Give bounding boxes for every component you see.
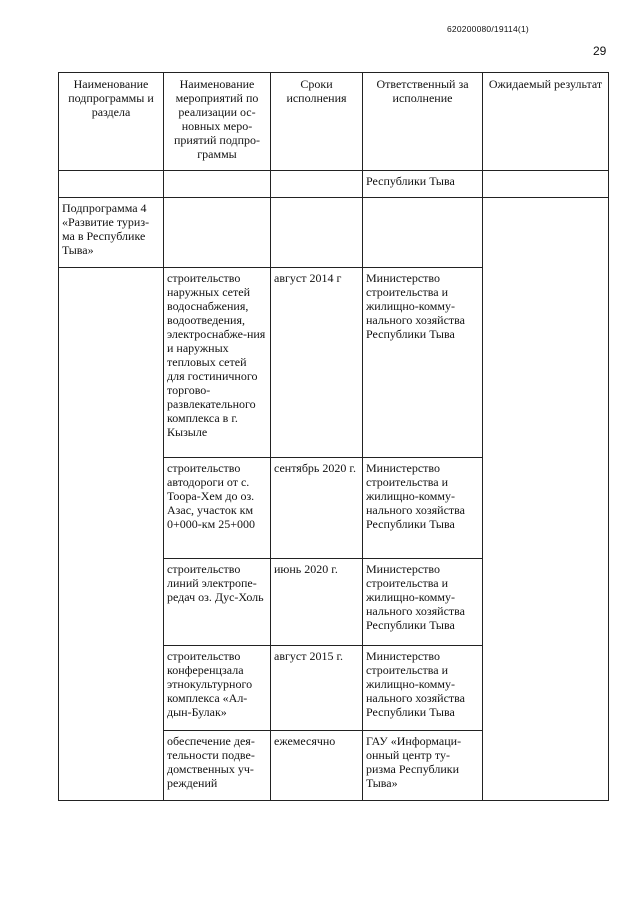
responsible-cell: Министерство строительства и жилищно-комму-нального хозяйства Республики Тыва bbox=[363, 268, 483, 458]
document-id: 620200080/19114(1) bbox=[447, 24, 529, 34]
continuation-row bbox=[59, 171, 609, 198]
responsible-cell: Министерство строительства и жилищно-комму-нального хозяйства Республики Тыва bbox=[363, 646, 483, 731]
term-cell: сентябрь 2020 г. bbox=[271, 458, 363, 559]
header-subprogram: Наименование подпрограммы и раздела bbox=[59, 73, 164, 171]
subprogram-row bbox=[59, 198, 609, 268]
header-responsible: Ответственный за исполнение bbox=[363, 73, 483, 171]
responsible-cell: Министерство строительства и жилищно-комму-нального хозяйства Республики Тыва bbox=[363, 458, 483, 559]
activity-cell: строительство автодороги от с. Тоора-Хем до оз. Азас, участок км 0+000-км 25+000 bbox=[164, 458, 271, 559]
header-result: Ожидаемый результат bbox=[483, 73, 609, 171]
header-activities: Наименование мероприятий по реализации ос-новных меро-приятий подпро-граммы bbox=[164, 73, 271, 171]
term-cell: август 2014 г bbox=[271, 268, 363, 458]
header-terms: Сроки исполнения bbox=[271, 73, 363, 171]
activity-cell: строительство наружных сетей водоснабжения, водоотведения, электроснабже-ния и наружных тепловых сетей для гостиничного торгово-развлекательного комплекса в г. Кызыле bbox=[164, 268, 271, 458]
subprogram-blank-cell bbox=[59, 268, 164, 801]
continuation-responsible: Республики Тыва bbox=[363, 171, 483, 198]
activity-cell: строительство линий электропе-редач оз. Дус-Холь bbox=[164, 559, 271, 646]
responsible-cell: Министерство строительства и жилищно-комму-нального хозяйства Республики Тыва bbox=[363, 559, 483, 646]
term-cell: июнь 2020 г. bbox=[271, 559, 363, 646]
term-cell: ежемесячно bbox=[271, 731, 363, 801]
term-cell: август 2015 г. bbox=[271, 646, 363, 731]
result-cell bbox=[483, 198, 609, 801]
program-table bbox=[58, 72, 609, 801]
responsible-cell: ГАУ «Информаци-онный центр ту-ризма Республики Тыва» bbox=[363, 731, 483, 801]
page-number: 29 bbox=[593, 44, 607, 58]
activity-cell: обеспечение дея-тельности подве-домственных уч-реждений bbox=[164, 731, 271, 801]
subprogram-title: Подпрограмма 4 «Развитие туриз-ма в Республике Тыва» bbox=[59, 198, 164, 268]
activity-cell: строительство конференцзала этнокультурного комплекса «Ал-дын-Булак» bbox=[164, 646, 271, 731]
header-row bbox=[59, 73, 609, 171]
